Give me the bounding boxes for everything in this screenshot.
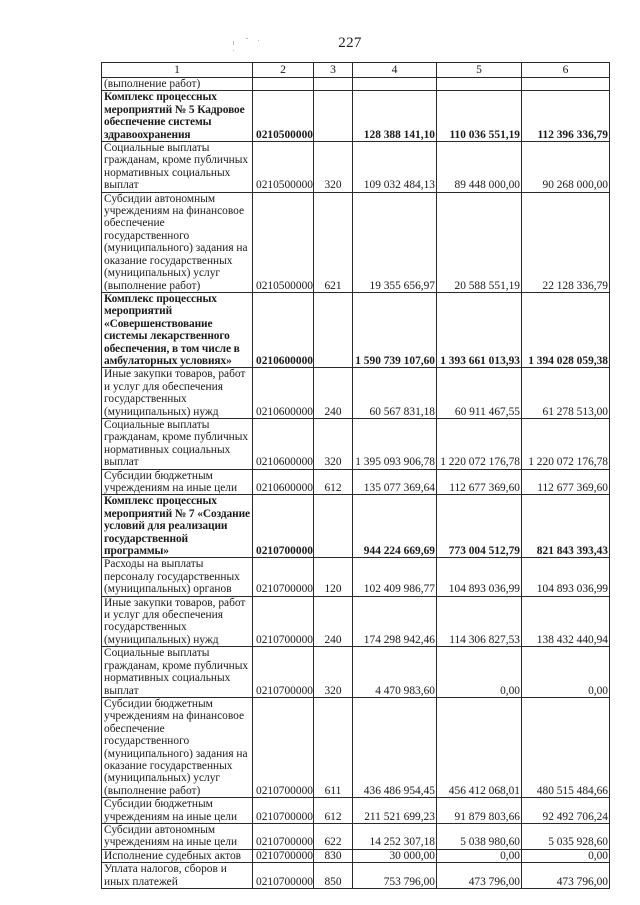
amount-year-3: 112 396 336,79 <box>522 91 610 142</box>
target-article-code: 0210700000 <box>253 596 314 647</box>
amount-year-1: 1 590 739 107,60 <box>353 292 437 367</box>
expense-type-code: 621 <box>314 192 353 292</box>
row-name: Социальные выплаты гражданам, кроме публичных нормативных социальных выплат <box>102 418 253 469</box>
expense-type-code: 240 <box>314 368 353 419</box>
amount-year-1: 753 796,00 <box>353 863 437 889</box>
amount-year-2: 104 893 036,99 <box>437 558 522 596</box>
amount-year-3: 92 492 706,24 <box>522 798 610 824</box>
expense-type-code <box>314 78 353 91</box>
table-row-program-complex <box>102 292 610 367</box>
target-article-code: 0210700000 <box>253 647 314 698</box>
amount-year-2: 20 588 551,19 <box>437 192 522 292</box>
target-article-code: 0210700000 <box>253 697 314 797</box>
row-name: Уплата налогов, сборов и иных платежей <box>102 863 253 889</box>
column-header: 2 <box>253 63 314 78</box>
target-article-code: 0210700000 <box>253 798 314 824</box>
amount-year-3: 22 128 336,79 <box>522 192 610 292</box>
amount-year-2: 60 911 467,55 <box>437 368 522 419</box>
row-name: Комплекс процессных мероприятий № 5 Кадровое обеспечение системы здравоохранения <box>102 91 253 142</box>
amount-year-1: 128 388 141,10 <box>353 91 437 142</box>
scan-speck <box>258 40 259 41</box>
amount-year-2: 110 036 551,19 <box>437 91 522 142</box>
expense-type-code: 320 <box>314 418 353 469</box>
target-article-code: 0210600000 <box>253 368 314 419</box>
target-article-code: 0210700000 <box>253 823 314 849</box>
amount-year-2: 89 448 000,00 <box>437 142 522 193</box>
amount-year-1: 135 077 369,64 <box>353 469 437 495</box>
expense-type-code: 320 <box>314 142 353 193</box>
row-name: Субсидии бюджетным учреждениям на финансовое обеспечение государственного (муниципального) задания на оказание государственных (муниципальных) услуг (выполнение работ) <box>102 697 253 797</box>
column-header: 4 <box>353 63 437 78</box>
column-header: 1 <box>102 63 253 78</box>
table-row-program-complex <box>102 91 610 142</box>
amount-year-2: 1 220 072 176,78 <box>437 418 522 469</box>
table-row <box>102 798 610 824</box>
target-article-code: 0210700000 <box>253 863 314 889</box>
amount-year-2: 5 038 980,60 <box>437 823 522 849</box>
amount-year-3: 480 515 484,66 <box>522 697 610 797</box>
amount-year-1: 944 224 669,69 <box>353 495 437 558</box>
row-name: Субсидии бюджетным учреждениям на иные цели <box>102 798 253 824</box>
amount-year-3: 1 394 028 059,38 <box>522 292 610 367</box>
row-name: Социальные выплаты гражданам, кроме публичных нормативных социальных выплат <box>102 647 253 698</box>
column-number-header-row <box>102 63 610 78</box>
expense-type-code: 612 <box>314 469 353 495</box>
target-article-code: 0210500000 <box>253 192 314 292</box>
amount-year-1: 436 486 954,45 <box>353 697 437 797</box>
target-article-code: 0210700000 <box>253 849 314 862</box>
amount-year-3: 0,00 <box>522 849 610 862</box>
row-name: Субсидии автономным учреждениям на финансовое обеспечение государственного (муниципального) задания на оказание государственных (муниципальных) услуг (выполнение работ) <box>102 192 253 292</box>
amount-year-1: 19 355 656,97 <box>353 192 437 292</box>
table-row <box>102 418 610 469</box>
expense-type-code: 830 <box>314 849 353 862</box>
expense-type-code: 611 <box>314 697 353 797</box>
amount-year-1: 4 470 983,60 <box>353 647 437 698</box>
table-row <box>102 823 610 849</box>
table-row <box>102 368 610 419</box>
column-header: 6 <box>522 63 610 78</box>
table-row <box>102 863 610 889</box>
target-article-code: 0210600000 <box>253 292 314 367</box>
scan-speck <box>233 50 234 51</box>
row-name: Исполнение судебных актов <box>102 849 253 862</box>
amount-year-3: 0,00 <box>522 647 610 698</box>
row-name: Комплекс процессных мероприятий № 7 «Создание условий для реализации государственной программы» <box>102 495 253 558</box>
amount-year-3: 61 278 513,00 <box>522 368 610 419</box>
target-article-code: 0210600000 <box>253 469 314 495</box>
table-row <box>102 142 610 193</box>
column-header: 5 <box>437 63 522 78</box>
row-name: Субсидии автономным учреждениям на иные цели <box>102 823 253 849</box>
amount-year-1: 174 298 942,46 <box>353 596 437 647</box>
amount-year-2: 456 412 068,01 <box>437 697 522 797</box>
target-article-code: 0210700000 <box>253 495 314 558</box>
target-article-code <box>253 78 314 91</box>
amount-year-3: 821 843 393,43 <box>522 495 610 558</box>
row-name: Социальные выплаты гражданам, кроме публичных нормативных социальных выплат <box>102 142 253 193</box>
row-name: Субсидии бюджетным учреждениям на иные цели <box>102 469 253 495</box>
expense-type-code: 612 <box>314 798 353 824</box>
amount-year-2: 1 393 661 013,93 <box>437 292 522 367</box>
table-row <box>102 697 610 797</box>
column-header: 3 <box>314 63 353 78</box>
row-name: Расходы на выплаты персоналу государственных (муниципальных) органов <box>102 558 253 596</box>
target-article-code: 0210700000 <box>253 558 314 596</box>
amount-year-2: 473 796,00 <box>437 863 522 889</box>
table-row <box>102 192 610 292</box>
amount-year-1: 14 252 307,18 <box>353 823 437 849</box>
amount-year-2: 0,00 <box>437 647 522 698</box>
expense-type-code <box>314 495 353 558</box>
table-body <box>102 78 610 889</box>
amount-year-1: 102 409 986,77 <box>353 558 437 596</box>
amount-year-1: 1 395 093 906,78 <box>353 418 437 469</box>
expense-type-code: 240 <box>314 596 353 647</box>
amount-year-2: 114 306 827,53 <box>437 596 522 647</box>
amount-year-2: 0,00 <box>437 849 522 862</box>
amount-year-1 <box>353 78 437 91</box>
amount-year-1: 30 000,00 <box>353 849 437 862</box>
page-number: 227 <box>338 35 362 51</box>
amount-year-3: 5 035 928,60 <box>522 823 610 849</box>
scan-speck <box>233 41 234 45</box>
amount-year-3: 473 796,00 <box>522 863 610 889</box>
expense-type-code: 320 <box>314 647 353 698</box>
amount-year-2 <box>437 78 522 91</box>
table-row <box>102 469 610 495</box>
amount-year-2: 112 677 369,60 <box>437 469 522 495</box>
table-row <box>102 596 610 647</box>
expense-type-code: 850 <box>314 863 353 889</box>
expense-type-code <box>314 91 353 142</box>
table-row-program-complex <box>102 495 610 558</box>
table-row <box>102 647 610 698</box>
row-name: Комплекс процессных мероприятий «Совершенствование системы лекарственного обеспечения, в том числе в амбулаторных условиях» <box>102 292 253 367</box>
amount-year-3: 1 220 072 176,78 <box>522 418 610 469</box>
amount-year-3: 90 268 000,00 <box>522 142 610 193</box>
scan-speck <box>246 38 248 39</box>
amount-year-1: 60 567 831,18 <box>353 368 437 419</box>
amount-year-1: 211 521 699,23 <box>353 798 437 824</box>
expense-type-code <box>314 292 353 367</box>
table-row <box>102 849 610 862</box>
amount-year-3: 104 893 036,99 <box>522 558 610 596</box>
expense-type-code: 120 <box>314 558 353 596</box>
target-article-code: 0210600000 <box>253 418 314 469</box>
expense-type-code: 622 <box>314 823 353 849</box>
budget-table <box>101 62 610 889</box>
row-name: (выполнение работ) <box>102 78 253 91</box>
amount-year-3 <box>522 78 610 91</box>
amount-year-2: 91 879 803,66 <box>437 798 522 824</box>
row-name: Иные закупки товаров, работ и услуг для обеспечения государственных (муниципальных) нужд <box>102 368 253 419</box>
target-article-code: 0210500000 <box>253 91 314 142</box>
amount-year-1: 109 032 484,13 <box>353 142 437 193</box>
table-row <box>102 78 610 91</box>
amount-year-3: 112 677 369,60 <box>522 469 610 495</box>
table-row <box>102 558 610 596</box>
amount-year-3: 138 432 440,94 <box>522 596 610 647</box>
target-article-code: 0210500000 <box>253 142 314 193</box>
amount-year-2: 773 004 512,79 <box>437 495 522 558</box>
row-name: Иные закупки товаров, работ и услуг для обеспечения государственных (муниципальных) нужд <box>102 596 253 647</box>
